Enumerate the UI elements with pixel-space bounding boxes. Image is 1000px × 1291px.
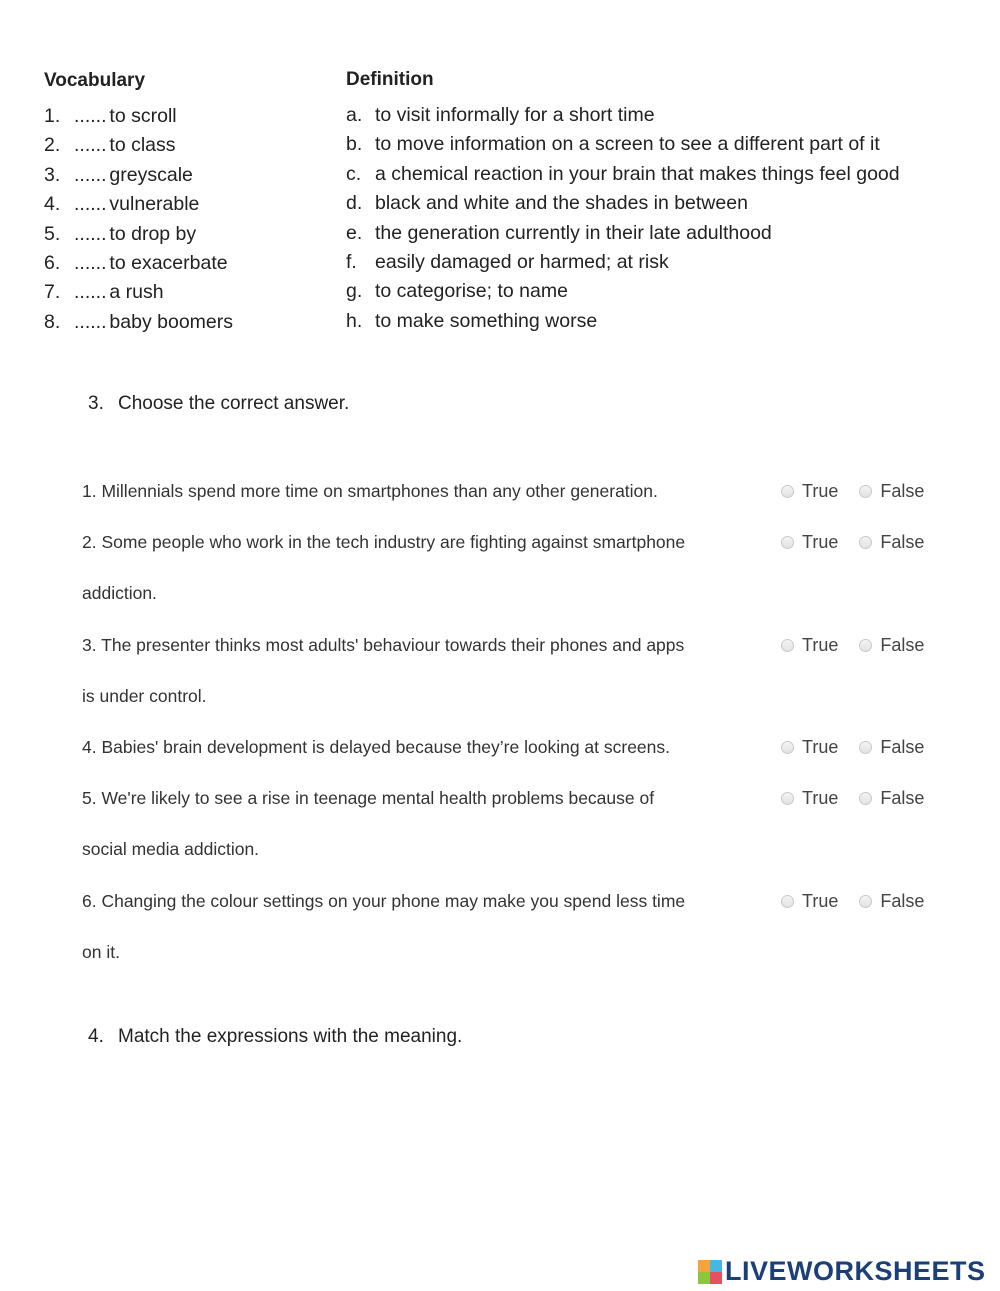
true-label: True [802,737,839,757]
question-4-options [781,737,924,758]
question-6 [82,876,752,978]
definition-letter: e. [346,221,363,244]
false-option[interactable] [859,635,924,656]
true-option[interactable] [781,532,838,553]
radio-button[interactable] [781,536,794,549]
question-6-options [781,891,924,912]
question-1 [82,466,752,517]
definition-text: to categorise; to name [375,280,568,303]
definition-text: to move information on a screen to see a different part of it [375,133,880,156]
definition-item [346,103,966,132]
true-option[interactable] [781,788,838,809]
vocab-item [44,133,334,162]
definition-text: to visit informally for a short time [375,104,655,126]
definition-letter: a. [346,104,363,126]
vocab-term: to exacerbate [109,251,228,274]
true-label: True [802,891,839,911]
radio-button[interactable] [859,639,872,652]
vocab-term: baby boomers [109,310,233,333]
radio-button[interactable] [781,485,794,498]
true-label: True [802,481,839,501]
vocab-answer-blank[interactable]: ...... [74,281,107,304]
vocabulary-list [44,104,334,339]
logo-square-icon [710,1260,722,1272]
radio-button[interactable] [859,536,872,549]
vocab-answer-blank[interactable]: ...... [74,310,107,333]
section-4-title [88,1026,462,1048]
vocab-answer-blank[interactable]: ...... [74,105,107,127]
vocab-item [44,163,334,192]
true-label: True [802,532,839,552]
definition-text: black and white and the shades in between [375,192,748,215]
question-4 [82,722,752,773]
radio-button[interactable] [859,895,872,908]
definition-letter: f. [346,250,357,273]
definition-list [346,103,966,338]
section-number: 4. [88,1026,104,1047]
definition-item [346,309,966,338]
false-option[interactable] [859,532,924,553]
definition-item [346,191,966,220]
false-label: False [880,737,925,757]
section-title-text: Match the expressions with the meaning. [118,1026,463,1047]
vocab-item [44,280,334,309]
vocab-number: 1. [44,105,61,127]
definition-letter: b. [346,133,363,156]
vocab-item [44,104,334,133]
question-2 [82,517,752,619]
vocab-answer-blank[interactable]: ...... [74,163,107,186]
question-5 [82,773,752,875]
question-text: 3. The presenter thinks most adults' behaviour towards their phones and apps [82,635,685,655]
definition-item [346,279,966,308]
logo-text: LIVEWORKSHEETS [725,1256,986,1286]
true-option[interactable] [781,737,838,758]
radio-button[interactable] [781,639,794,652]
question-text: social media addiction. [82,839,260,859]
question-text: 4. Babies' brain development is delayed because they’re looking at screens. [82,737,671,757]
vocab-number: 5. [44,222,61,245]
section-title-text: Choose the correct answer. [118,393,350,414]
logo-square-icon [698,1272,710,1284]
vocab-answer-blank[interactable]: ...... [74,222,107,245]
false-label: False [880,532,925,552]
question-text: addiction. [82,583,157,603]
definition-letter: h. [346,309,363,332]
definition-text: easily damaged or harmed; at risk [375,250,669,273]
radio-button[interactable] [859,792,872,805]
definition-text: the generation currently in their late adulthood [375,221,772,244]
vocab-item [44,222,334,251]
false-option[interactable] [859,481,924,502]
question-text: on it. [82,942,120,962]
vocab-term: to class [109,134,176,157]
true-option[interactable] [781,891,838,912]
definition-item [346,132,966,161]
question-text: 6. Changing the colour settings on your phone may make you spend less time [82,891,686,911]
radio-button[interactable] [781,792,794,805]
false-label: False [880,788,925,808]
question-text: is under control. [82,686,207,706]
vocab-answer-blank[interactable]: ...... [74,134,107,157]
section-number: 3. [88,393,104,414]
definition-letter: g. [346,280,363,303]
section-3-title [88,393,349,415]
question-1-options [781,481,924,502]
vocab-term: a rush [109,281,164,304]
vocab-answer-blank[interactable]: ...... [74,251,107,274]
radio-button[interactable] [781,895,794,908]
vocab-number: 3. [44,163,61,186]
definition-text: a chemical reaction in your brain that makes things feel good [375,162,900,185]
question-text: 5. We're likely to see a rise in teenage mental health problems because of [82,788,655,808]
definition-item [346,250,966,279]
question-5-options [781,788,924,809]
vocab-item [44,192,334,221]
vocab-item [44,310,334,339]
logo-square-icon [710,1272,722,1284]
false-label: False [880,891,925,911]
vocab-term: to drop by [109,222,197,245]
vocab-term: greyscale [109,163,193,186]
definition-text: to make something worse [375,309,598,332]
vocab-term: vulnerable [109,193,200,216]
vocab-number: 2. [44,134,61,157]
vocab-number: 4. [44,193,61,216]
question-3-options [781,635,924,656]
question-text: 1. Millennials spend more time on smartphones than any other generation. [82,481,658,501]
false-option[interactable] [859,737,924,758]
question-2-options [781,532,924,553]
vocab-number: 8. [44,310,61,333]
vocab-number: 6. [44,251,61,274]
vocabulary-heading: Vocabulary [44,70,146,91]
true-option[interactable] [781,481,838,502]
vocab-item [44,251,334,280]
vocab-number: 7. [44,281,61,304]
radio-button[interactable] [781,741,794,754]
definition-letter: c. [346,162,362,185]
logo-icon [698,1260,722,1284]
definition-item [346,162,966,191]
vocab-term: to scroll [109,105,177,127]
logo-square-icon [698,1260,710,1272]
radio-button[interactable] [859,485,872,498]
vocab-answer-blank[interactable]: ...... [74,193,107,216]
definition-letter: d. [346,192,363,215]
true-option[interactable] [781,635,838,656]
true-label: True [802,788,839,808]
question-text: 2. Some people who work in the tech industry are fighting against smartphone [82,532,686,552]
definition-item [346,221,966,250]
false-label: False [880,481,925,501]
radio-button[interactable] [859,741,872,754]
liveworksheets-logo [698,1256,986,1287]
false-option[interactable] [859,891,924,912]
false-option[interactable] [859,788,924,809]
true-label: True [802,635,839,655]
definition-heading: Definition [346,69,434,90]
question-3 [82,620,752,722]
false-label: False [880,635,925,655]
